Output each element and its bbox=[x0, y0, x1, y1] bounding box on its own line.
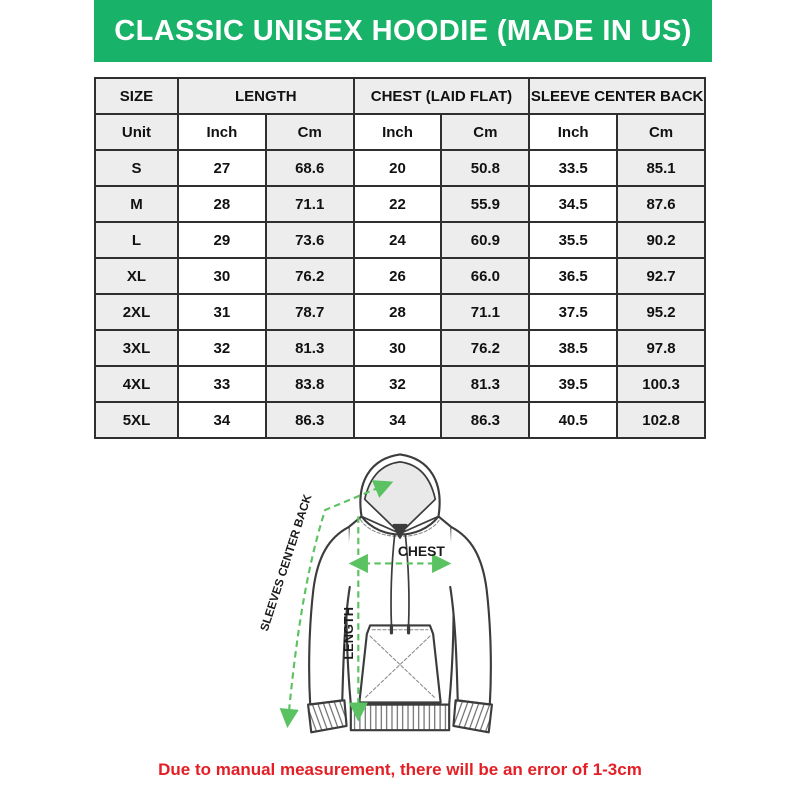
table-row bbox=[95, 294, 705, 330]
value-cell: 60.9 bbox=[441, 222, 529, 258]
page-title: CLASSIC UNISEX HOODIE (MADE IN US) bbox=[114, 14, 692, 47]
unit-label-cell: Unit bbox=[95, 114, 178, 150]
table-row bbox=[95, 330, 705, 366]
unit-cell: Cm bbox=[441, 114, 529, 150]
value-cell: 81.3 bbox=[441, 366, 529, 402]
size-table-container bbox=[94, 77, 706, 439]
size-cell: 2XL bbox=[95, 294, 178, 330]
unit-cell: Cm bbox=[266, 114, 354, 150]
value-cell: 30 bbox=[178, 258, 266, 294]
value-cell: 34.5 bbox=[529, 186, 617, 222]
value-cell: 38.5 bbox=[529, 330, 617, 366]
value-cell: 31 bbox=[178, 294, 266, 330]
value-cell: 66.0 bbox=[441, 258, 529, 294]
value-cell: 71.1 bbox=[266, 186, 354, 222]
value-cell: 39.5 bbox=[529, 366, 617, 402]
value-cell: 27 bbox=[178, 150, 266, 186]
size-table-body bbox=[95, 150, 705, 438]
size-cell: XL bbox=[95, 258, 178, 294]
table-row bbox=[95, 366, 705, 402]
value-cell: 95.2 bbox=[617, 294, 705, 330]
table-row bbox=[95, 402, 705, 438]
value-cell: 85.1 bbox=[617, 150, 705, 186]
value-cell: 50.8 bbox=[441, 150, 529, 186]
group-header-row bbox=[95, 78, 705, 114]
value-cell: 40.5 bbox=[529, 402, 617, 438]
value-cell: 22 bbox=[354, 186, 442, 222]
value-cell: 34 bbox=[178, 402, 266, 438]
unit-header-row bbox=[95, 114, 705, 150]
table-row bbox=[95, 258, 705, 294]
value-cell: 32 bbox=[178, 330, 266, 366]
size-cell: S bbox=[95, 150, 178, 186]
value-cell: 86.3 bbox=[266, 402, 354, 438]
value-cell: 68.6 bbox=[266, 150, 354, 186]
title-banner bbox=[94, 0, 712, 62]
value-cell: 55.9 bbox=[441, 186, 529, 222]
value-cell: 87.6 bbox=[617, 186, 705, 222]
value-cell: 83.8 bbox=[266, 366, 354, 402]
unit-cell: Inch bbox=[178, 114, 266, 150]
value-cell: 34 bbox=[354, 402, 442, 438]
value-cell: 71.1 bbox=[441, 294, 529, 330]
value-cell: 24 bbox=[354, 222, 442, 258]
hoodie-body-outline bbox=[308, 454, 492, 732]
value-cell: 29 bbox=[178, 222, 266, 258]
chest-label: CHEST bbox=[397, 542, 445, 559]
value-cell: 32 bbox=[354, 366, 442, 402]
value-cell: 92.7 bbox=[617, 258, 705, 294]
value-cell: 28 bbox=[354, 294, 442, 330]
value-cell: 76.2 bbox=[441, 330, 529, 366]
unit-cell: Inch bbox=[354, 114, 442, 150]
value-cell: 26 bbox=[354, 258, 442, 294]
value-cell: 33 bbox=[178, 366, 266, 402]
column-header-length: LENGTH bbox=[178, 78, 354, 114]
table-row bbox=[95, 150, 705, 186]
column-header-sleeve: SLEEVE CENTER BACK bbox=[529, 78, 705, 114]
sleeve-center-back-label: SLEEVES CENTER BACK bbox=[257, 492, 315, 633]
length-label: LENGTH bbox=[340, 606, 356, 660]
value-cell: 86.3 bbox=[441, 402, 529, 438]
value-cell: 73.6 bbox=[266, 222, 354, 258]
size-table bbox=[94, 77, 706, 439]
size-cell: L bbox=[95, 222, 178, 258]
value-cell: 81.3 bbox=[266, 330, 354, 366]
value-cell: 97.8 bbox=[617, 330, 705, 366]
value-cell: 20 bbox=[354, 150, 442, 186]
value-cell: 28 bbox=[178, 186, 266, 222]
table-row bbox=[95, 186, 705, 222]
size-cell: 5XL bbox=[95, 402, 178, 438]
value-cell: 76.2 bbox=[266, 258, 354, 294]
table-row bbox=[95, 222, 705, 258]
unit-cell: Inch bbox=[529, 114, 617, 150]
value-cell: 33.5 bbox=[529, 150, 617, 186]
value-cell: 102.8 bbox=[617, 402, 705, 438]
value-cell: 37.5 bbox=[529, 294, 617, 330]
size-cell: 4XL bbox=[95, 366, 178, 402]
value-cell: 36.5 bbox=[529, 258, 617, 294]
size-cell: 3XL bbox=[95, 330, 178, 366]
value-cell: 30 bbox=[354, 330, 442, 366]
column-header-size: SIZE bbox=[95, 78, 178, 114]
hoodie-illustration bbox=[250, 448, 550, 758]
value-cell: 78.7 bbox=[266, 294, 354, 330]
value-cell: 100.3 bbox=[617, 366, 705, 402]
measurement-error-note: Due to manual measurement, there will be an error of 1-3cm bbox=[158, 760, 642, 779]
value-cell: 35.5 bbox=[529, 222, 617, 258]
value-cell: 90.2 bbox=[617, 222, 705, 258]
unit-cell: Cm bbox=[617, 114, 705, 150]
column-header-chest: CHEST (LAID FLAT) bbox=[354, 78, 530, 114]
size-cell: M bbox=[95, 186, 178, 222]
hoodie-measurement-diagram bbox=[0, 448, 800, 760]
